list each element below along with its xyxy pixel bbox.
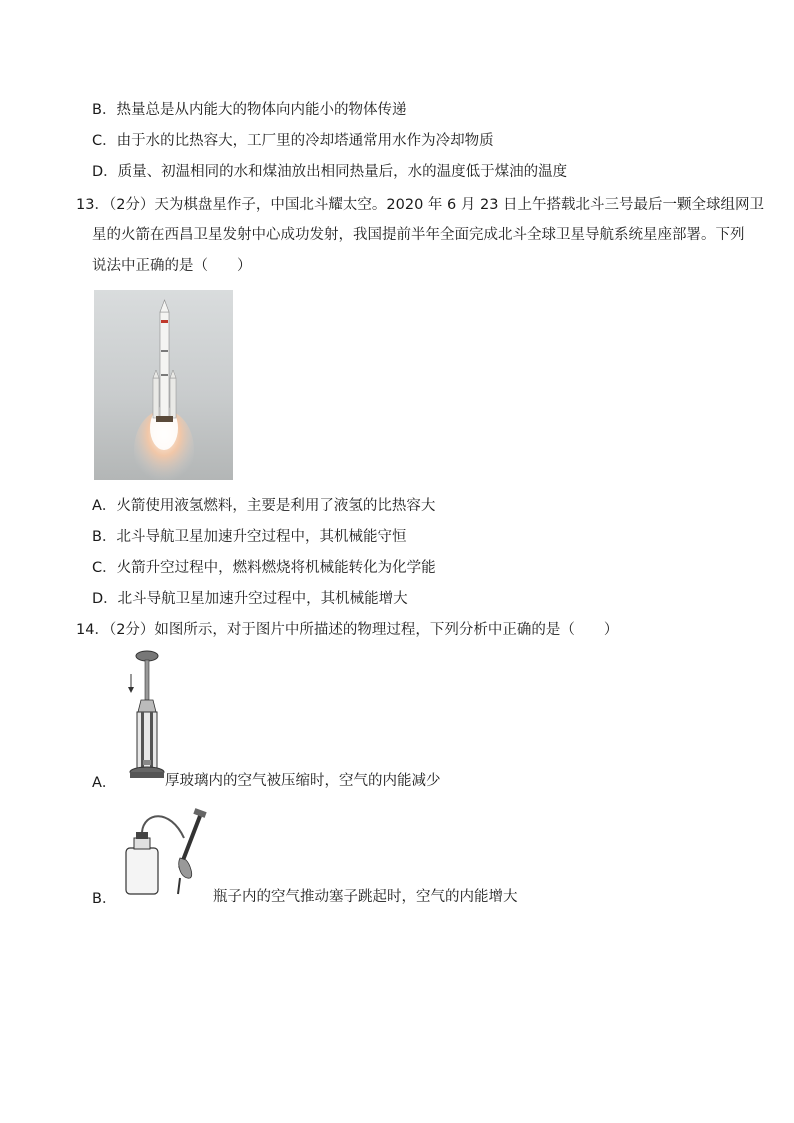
q14-option-b-letter: B． (92, 891, 117, 907)
q13-stem-line3: 说法中正确的是（ ） (92, 258, 252, 274)
rocket-launch-photo (94, 290, 233, 480)
bottle-pump-figure (120, 808, 215, 900)
q14-option-a-letter: A． (92, 775, 117, 791)
prev-option-c: C．由于水的比热容大，工厂里的冷却塔通常用水作为冷却物质 (92, 133, 494, 149)
prev-option-d: D．质量、初温相同的水和煤油放出相同热量后，水的温度低于煤油的温度 (92, 164, 568, 180)
q13-option-b: B．北斗导航卫星加速升空过程中，其机械能守恒 (92, 529, 407, 545)
q14-option-b-text: 瓶子内的空气推动塞子跳起时，空气的内能增大 (213, 889, 518, 905)
q13-option-c: C．火箭升空过程中，燃料燃烧将机械能转化为化学能 (92, 560, 436, 576)
q13-stem-line1: 13．（2分）天为棋盘星作子，中国北斗耀太空。2020 年 6 月 23 日上午搭载北斗三号最后一颗全球组网卫 (76, 197, 765, 213)
q13-option-a: A．火箭使用液氢燃料，主要是利用了液氢的比热容大 (92, 498, 436, 514)
compression-cylinder-figure (125, 648, 170, 783)
q13-stem-line2: 星的火箭在西昌卫星发射中心成功发射，我国提前半年全面完成北斗全球卫星导航系统星座部署。下列 (92, 227, 745, 243)
q13-option-d: D．北斗导航卫星加速升空过程中，其机械能增大 (92, 591, 408, 607)
prev-option-b: B．热量总是从内能大的物体向内能小的物体传递 (92, 102, 407, 118)
q14-option-a-text: 厚玻璃内的空气被压缩时，空气的内能减少 (165, 773, 441, 789)
q14-stem: 14．（2分）如图所示，对于图片中所描述的物理过程，下列分析中正确的是（ ） (76, 622, 619, 638)
